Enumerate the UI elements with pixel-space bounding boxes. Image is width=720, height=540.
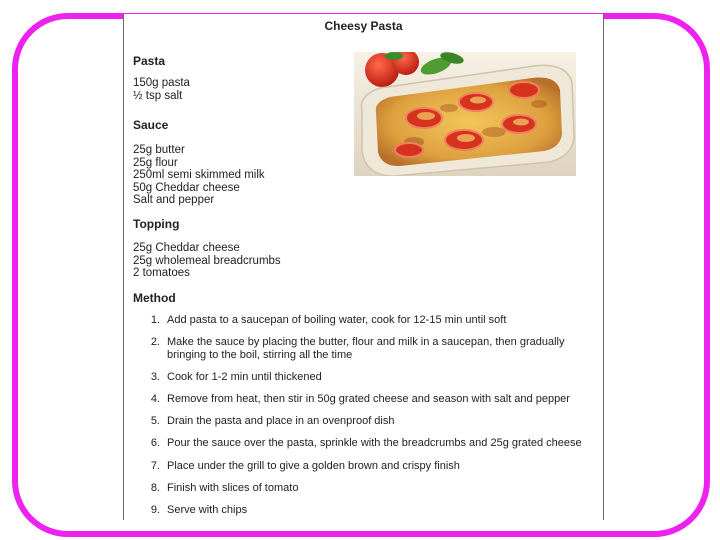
step-text: Serve with chips xyxy=(167,504,248,516)
ingredient: 25g butter xyxy=(133,144,185,156)
ingredient: 25g flour xyxy=(133,156,178,169)
pasta-bake-photo xyxy=(354,52,576,176)
step-text: Finish with slices of tomato xyxy=(167,482,299,494)
topping-ingredients xyxy=(133,242,281,280)
method-heading: Method xyxy=(133,291,176,305)
topping-heading: Topping xyxy=(133,217,180,231)
step-number: 8. xyxy=(150,482,160,494)
step-number: 9. xyxy=(150,504,160,516)
step-text: Add pasta to a saucepan of boiling water, cook for 12-15 min until soft xyxy=(167,314,507,326)
ingredient: 150g pasta xyxy=(133,77,190,89)
step-number: 5. xyxy=(150,415,160,427)
ingredient: Salt and pepper xyxy=(133,194,215,206)
step-text: Place under the grill to give a golden brown and crispy finish xyxy=(167,460,460,472)
step-text: Pour the sauce over the pasta, sprinkle with the breadcrumbs and 25g grated cheese xyxy=(167,437,582,449)
ingredient: ½ tsp salt xyxy=(133,89,183,102)
recipe-title: Cheesy Pasta xyxy=(324,19,403,33)
step-text: Drain the pasta and place in an ovenproof dish xyxy=(167,415,395,427)
pasta-heading: Pasta xyxy=(133,54,166,68)
step-number: 4. xyxy=(150,393,160,405)
recipe-page xyxy=(123,14,604,520)
step-number: 1. xyxy=(150,314,160,326)
ingredient: 2 tomatoes xyxy=(133,267,190,279)
step-number: 3. xyxy=(150,371,160,383)
ingredient: 25g wholemeal breadcrumbs xyxy=(133,254,281,267)
step-number: 2. xyxy=(150,336,160,348)
pasta-ingredients xyxy=(133,77,190,102)
ingredient: 50g Cheddar cheese xyxy=(133,181,240,194)
step-number: 6. xyxy=(150,437,160,449)
ingredient: 250ml semi skimmed milk xyxy=(133,169,265,181)
step-text: Cook for 1-2 min until thickened xyxy=(167,371,322,383)
step-number: 7. xyxy=(150,460,160,472)
step-text: Make the sauce by placing the butter, flour and milk in a saucepan, then gradually bringing to the boil, stirring all the time xyxy=(167,336,565,361)
step-text: Remove from heat, then stir in 50g grated cheese and season with salt and pepper xyxy=(167,393,570,405)
sauce-ingredients xyxy=(133,144,265,207)
ingredient: 25g Cheddar cheese xyxy=(133,242,240,254)
sauce-heading: Sauce xyxy=(133,118,169,132)
